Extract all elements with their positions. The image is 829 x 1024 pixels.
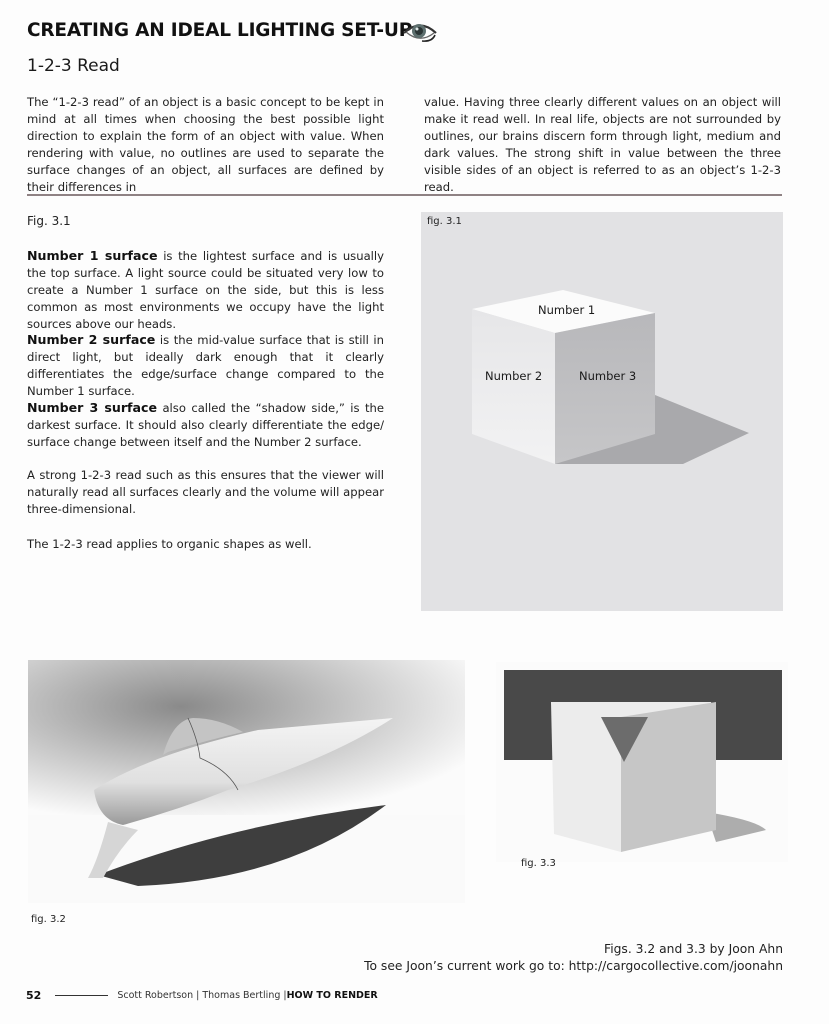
paragraph-organic-shapes: The 1-2-3 read applies to organic shapes as well. [27, 537, 312, 551]
credit-line: Figs. 3.2 and 3.3 by Joon Ahn [604, 942, 783, 956]
intro-paragraph-left: The “1-2-3 read” of an object is a basic concept to be kept in mind at all times when choosing the best possible light direction to explain the form of an object with value. When rendering with value, no outlines are used to separate the surface changes of an object, all surfaces are defined by their differences in [27, 95, 384, 194]
footer-rule [55, 995, 108, 996]
drawn-cube-illustration [496, 662, 788, 862]
page-number: 52 [26, 989, 42, 1002]
divider [27, 194, 782, 196]
page-title: CREATING AN IDEAL LIGHTING SET-UP [27, 20, 413, 41]
figure-caption: fig. 3.2 [31, 914, 66, 925]
figure-caption: fig. 3.1 [427, 216, 462, 227]
paragraph-text: is the mid-value surface that is still in direct light, but ideally dark enough that it clearly differentiates the edge/surface change compared to the Number 1 surface. [27, 333, 384, 398]
label-number-3: Number 3 [579, 369, 637, 383]
figure-credit [364, 941, 783, 975]
term: Number 3 surface [27, 400, 158, 415]
paragraph-text: is the lightest surface and is usually the top surface. A light source could be situated very low to create a Number 1 surface on the side, but this is less common as most environments we occupy have the light sources above our heads. [27, 249, 384, 331]
section-subtitle: 1-2-3 Read [27, 56, 120, 76]
footer-book-title: HOW TO RENDER [286, 990, 378, 1001]
paragraph-number-1-surface [27, 247, 384, 333]
figure-caption: fig. 3.3 [521, 858, 556, 869]
cube-illustration [421, 212, 783, 611]
paragraph-text: also called the “shadow side,” is the darkest surface. It should also clearly differentiate the edge/ surface change between itself and the Number 2 surface. [27, 401, 384, 449]
intro-paragraph-right: value. Having three clearly different values on an object will make it read well. In real life, objects are not surrounded by outlines, our brains discern form through light, medium and dark values. The strong shift in value between the three visible sides of an object is referred to as an object’s 1-2-3 read. [424, 95, 781, 194]
paragraph-strong-read: A strong 1-2-3 read such as this ensures that the viewer will naturally read all surfaces clearly and the volume will appear three-dimensional. [27, 468, 384, 516]
footer-authors: Scott Robertson | Thomas Bertling | [117, 990, 287, 1001]
figure-3-2 [28, 660, 465, 903]
label-number-1: Number 1 [538, 303, 596, 317]
term: Number 1 surface [27, 248, 158, 263]
paragraph-number-3-surface [27, 399, 384, 451]
page-footer [26, 989, 378, 1002]
figure-3-3 [496, 662, 788, 862]
term: Number 2 surface [27, 332, 156, 347]
paragraph-number-2-surface [27, 331, 384, 400]
organic-shape-illustration [28, 660, 465, 903]
figure-3-1 [421, 212, 783, 611]
credit-url-line: To see Joon’s current work go to: http://cargocollective.com/joonahn [364, 959, 783, 973]
label-number-2: Number 2 [485, 369, 543, 383]
eye-icon [402, 20, 438, 44]
figure-reference: Fig. 3.1 [27, 214, 71, 228]
